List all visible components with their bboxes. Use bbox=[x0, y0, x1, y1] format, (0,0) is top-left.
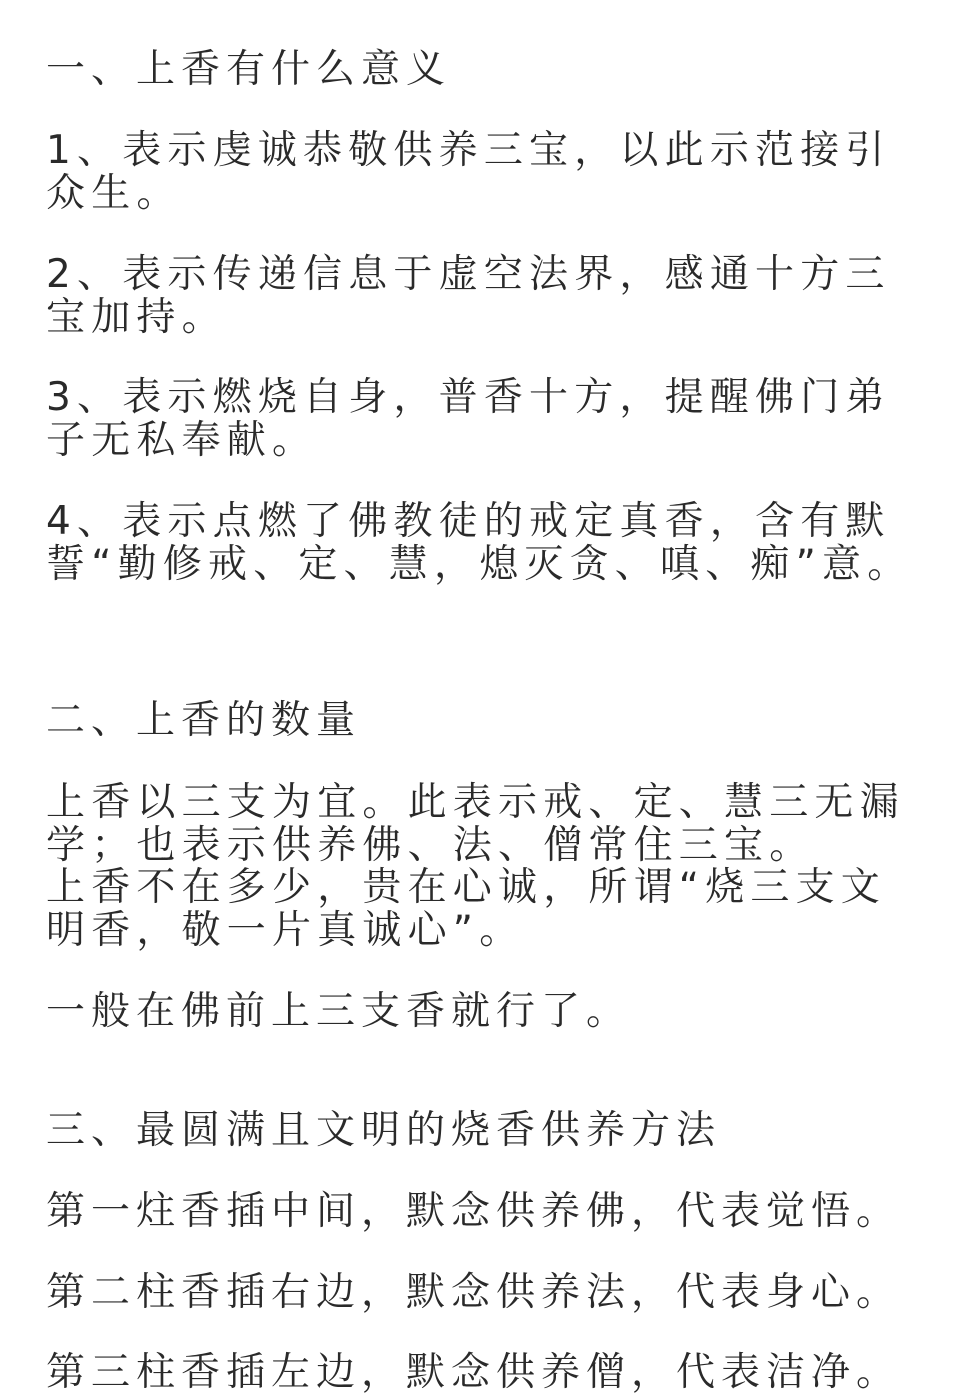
section-1-heading: 一、上香有什么意义 bbox=[46, 47, 452, 92]
section-2-paragraph-3: 一般在佛前上三支香就行了。 bbox=[46, 989, 632, 1034]
section-1-item-1: 1、表示虔诚恭敬供养三宝，以此示范接引众生。 bbox=[46, 128, 891, 216]
section-2-paragraph-2: 上香不在多少，贵在心诚，所谓“烧三支文明香，敬一片真诚心”。 bbox=[46, 865, 887, 953]
section-1-item-3: 3、表示燃烧自身，普香十方，提醒佛门弟子无私奉献。 bbox=[46, 375, 891, 463]
section-3-step-1: 第一炷香插中间，默念供养佛，代表觉悟。 bbox=[46, 1189, 902, 1234]
section-1-item-2: 2、表示传递信息于虚空法界，感通十方三宝加持。 bbox=[46, 252, 891, 340]
section-3-step-2: 第二柱香插右边，默念供养法，代表身心。 bbox=[46, 1270, 902, 1315]
section-2-paragraph-1: 上香以三支为宜。此表示戒、定、慧三无漏学；也表示供养佛、法、僧常住三宝。 bbox=[46, 780, 905, 868]
section-3-heading: 三、最圆满且文明的烧香供养方法 bbox=[46, 1108, 722, 1153]
section-2-heading: 二、上香的数量 bbox=[46, 698, 362, 743]
section-1-item-4: 4、表示点燃了佛教徒的戒定真香，含有默誓“勤修戒、定、慧，熄灭贪、嗔、痴”意。 bbox=[46, 499, 913, 587]
section-3-step-3: 第三柱香插左边，默念供养僧，代表洁净。 bbox=[46, 1350, 902, 1395]
